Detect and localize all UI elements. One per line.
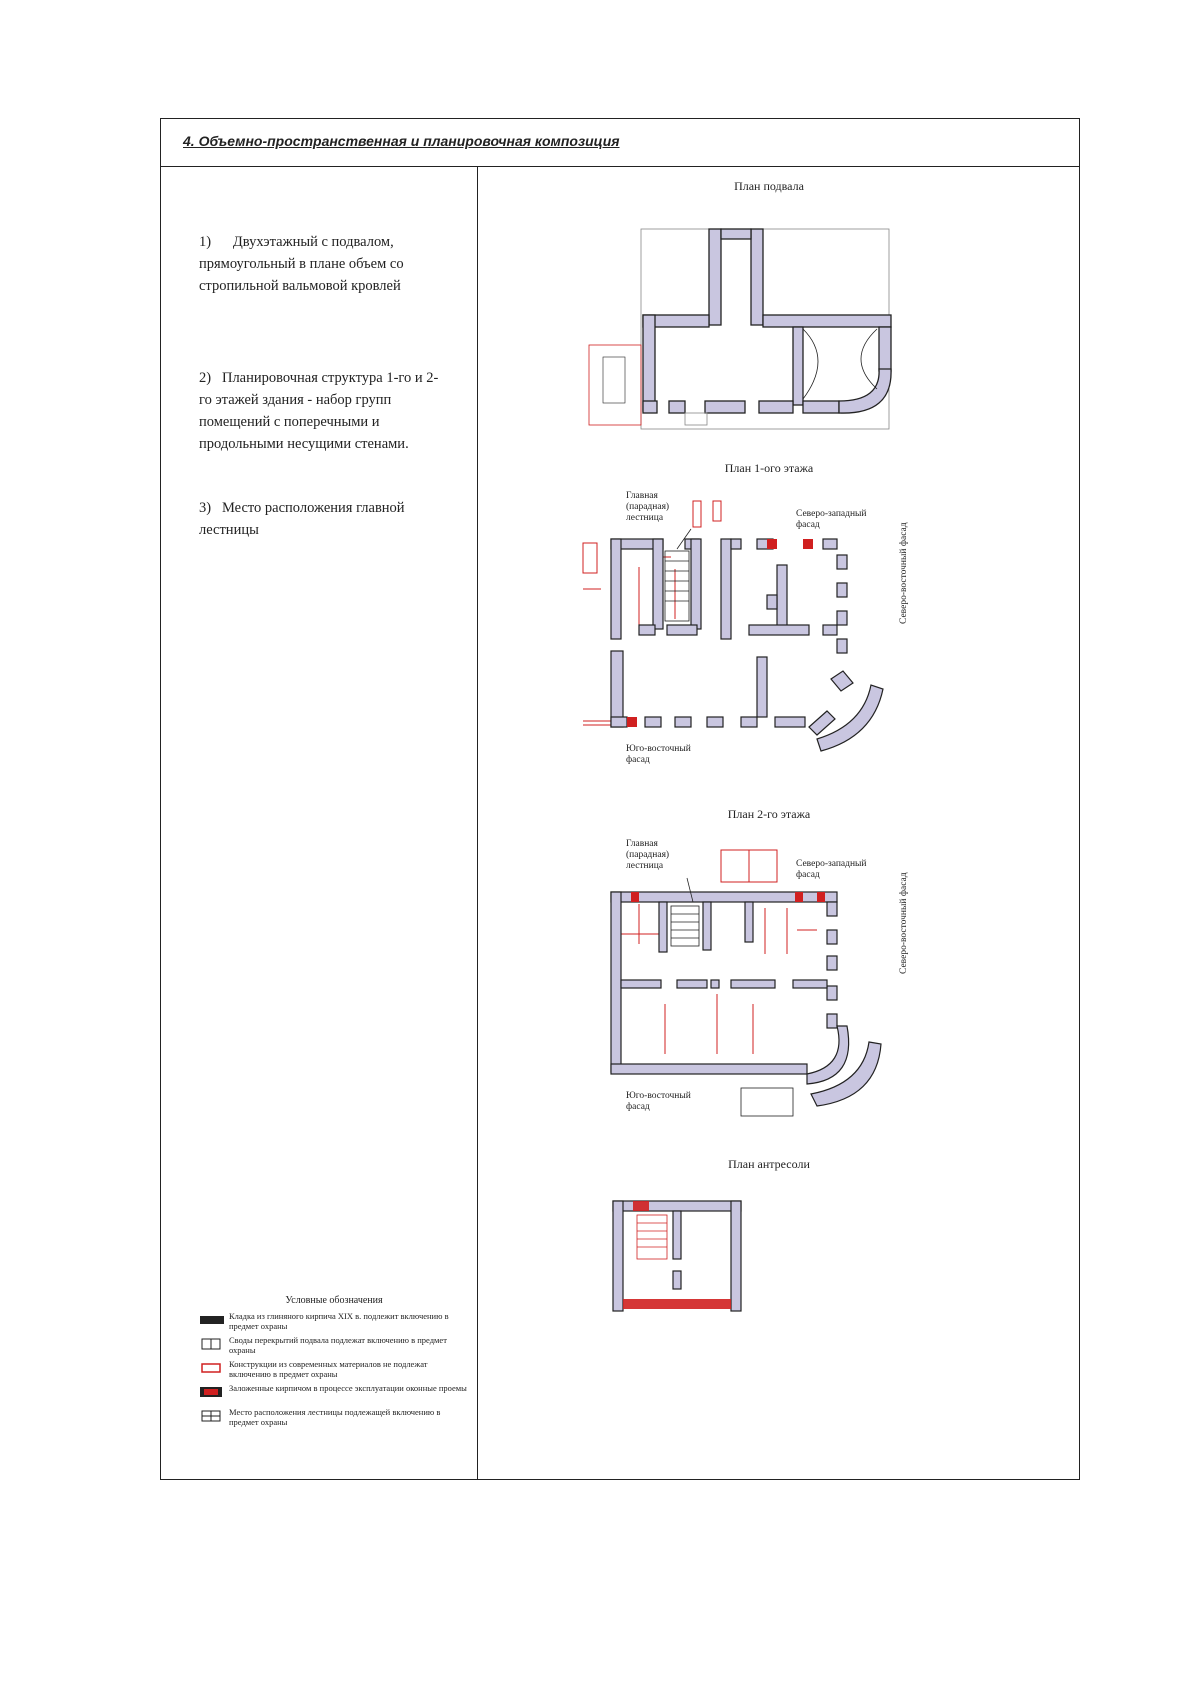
legend-entry-bricked-windows — [199, 1384, 469, 1406]
basement-plan — [581, 219, 921, 459]
mezzanine-plan — [611, 1199, 751, 1319]
legend-entry-text: Своды перекрытий подвала подлежат включению в предмет охраны — [229, 1335, 447, 1355]
floor1-plan — [581, 499, 901, 779]
item-2-text: Планировочная структура 1-го и 2-го этажей здания - набор групп помещений с поперечными и продольными несущими стенами. — [199, 370, 439, 452]
floor2-stair-label: Главная (парадная) лестница — [626, 839, 670, 871]
basement-caption: План подвала — [734, 179, 804, 193]
floor1-se-label: Юго-восточный фасад — [626, 744, 691, 765]
item-3 — [199, 497, 449, 541]
floor2-caption: План 2-го этажа — [727, 807, 811, 821]
bricked-window-swatch — [199, 1386, 225, 1398]
floor1-nw-label: Северо-западный фасад — [796, 509, 867, 530]
item-3-text: Место расположения главной лестницы — [199, 500, 405, 538]
section-title: 4. Объемно-пространственная и планировочная композиция — [183, 133, 620, 149]
item-1-text: Двухэтажный с подвалом, прямоугольный в плане объем со стропильной вальмовой кровлей — [199, 234, 404, 294]
legend-entry-text: Кладка из глиняного кирпича XIX в. подлежит включению в предмет охраны — [229, 1311, 449, 1331]
floor2-plan — [581, 844, 901, 1134]
brick-wall-swatch — [199, 1314, 225, 1326]
legend-title: Условные обозначения — [285, 1295, 383, 1306]
stair-swatch — [199, 1410, 225, 1422]
vault-swatch — [199, 1338, 225, 1350]
floor1-ne-label: Северо-восточный фасад — [899, 522, 909, 624]
document-frame — [160, 118, 1080, 1480]
legend-entry-modern — [199, 1360, 469, 1382]
floor2-nw-label: Северо-западный фасад — [796, 859, 867, 880]
floor2-se-label: Юго-восточный фасад — [626, 1091, 691, 1112]
floor1-stair-label: Главная (парадная) лестница — [626, 491, 670, 523]
legend-entry-text: Место расположения лестницы подлежащей включению в предмет охраны — [229, 1407, 441, 1427]
item-2-number: 2) — [199, 370, 212, 386]
legend-entry-text: Конструкции из современных материалов не подлежат включению в предмет охраны — [229, 1359, 428, 1379]
mezzanine-caption: План антресоли — [728, 1157, 810, 1171]
item-1-number: 1) — [199, 234, 212, 250]
item-1 — [199, 231, 449, 297]
legend-entry-text: Заложенные кирпичом в процессе эксплуатации оконные проемы — [229, 1383, 467, 1393]
item-2 — [199, 367, 449, 455]
item-3-number: 3) — [199, 500, 212, 516]
floor1-caption: План 1-ого этажа — [724, 461, 814, 475]
section-header — [161, 119, 1079, 167]
modern-swatch — [199, 1362, 225, 1374]
legend-entry-stair — [199, 1408, 469, 1430]
legend-entry-brick — [199, 1312, 469, 1334]
floor2-ne-label: Северо-восточный фасад — [899, 872, 909, 974]
column-divider — [477, 167, 478, 1479]
legend — [199, 1295, 469, 1432]
legend-entry-vaults — [199, 1336, 469, 1358]
